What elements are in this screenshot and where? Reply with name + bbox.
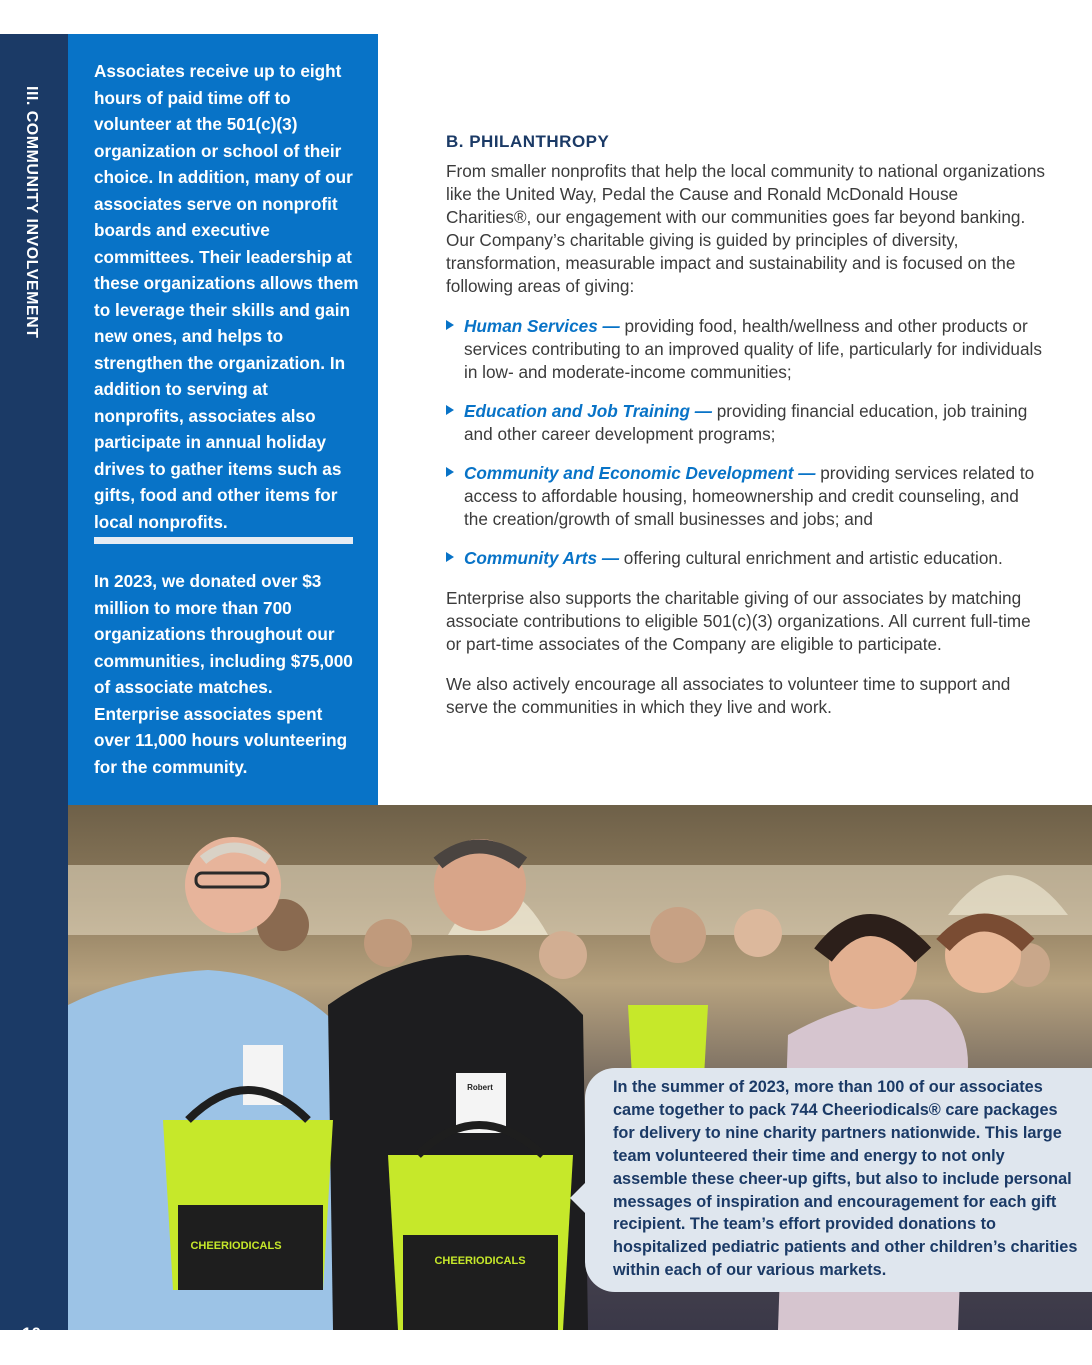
triangle-bullet-icon — [446, 405, 454, 415]
photo-caption: In the summer of 2023, more than 100 of our associates came together to pack 744 Cheeriodicals® care packages for delivery to nine charity partners nationwide. This large team volunteered their time and energy to not only assemble these cheer-up gifts, but also to include personal messages of inspiration and encouragement for each gift recipient. The team’s effort provided donations to hospitalized pediatric patients and other children’s charities within each of our various markets. — [613, 1078, 1078, 1280]
volunteer-encouragement-paragraph: We also actively encourage all associates to volunteer time to support and serve the communities in which they live and work. — [446, 674, 1011, 717]
triangle-bullet-icon — [446, 552, 454, 562]
triangle-bullet-icon — [446, 467, 454, 477]
panel-divider — [94, 537, 353, 544]
bag-label: CHEERIODICALS — [190, 1240, 282, 1252]
area-name: Education and Job Training — — [464, 401, 712, 421]
area-description: providing food, health/wellness and other products or services contributing to an improved quality of life, particularly for individuals in low- and moderate-income communities; — [464, 316, 1042, 382]
caption-pointer — [570, 1180, 588, 1216]
highlight-panel — [68, 34, 378, 805]
badge-name: Robert — [467, 1083, 493, 1092]
philanthropy-section — [446, 130, 1046, 736]
area-description: offering cultural enrichment and artistic education. — [619, 548, 1003, 568]
intro-paragraph: From smaller nonprofits that help the local community to national organizations like the United Way, Pedal the Cause and Ronald McDonald House Charities®, our engagement with our communities goes far beyond banking. Our Company’s charitable giving is guided by principles of diversity, transformation, measurable impact and sustainability and is focused on the following areas of giving: — [446, 161, 1045, 296]
sidebar-strip — [0, 34, 68, 1343]
triangle-bullet-icon — [446, 320, 454, 330]
list-item — [446, 547, 1046, 570]
list-item — [446, 462, 1046, 531]
donation-stats-text: In 2023, we donated over $3 million to more than 700 organizations throughout our communities, including $75,000 of associate matches. Enterprise associates spent over 11,000 hours volunteering for the community. — [94, 571, 353, 777]
list-item — [446, 315, 1046, 384]
list-item — [446, 400, 1046, 446]
area-name: Community and Economic Development — — [464, 463, 816, 483]
page-number: 10 — [22, 1324, 41, 1343]
area-name: Human Services — — [464, 316, 620, 336]
area-name: Community Arts — — [464, 548, 620, 568]
section-title: III. COMMUNITY INVOLVEMENT — [23, 86, 40, 339]
giving-areas-list — [446, 315, 1046, 570]
area-description: providing financial education, job training and other career development programs; — [464, 401, 1028, 444]
section-heading: B. PHILANTHROPY — [446, 132, 610, 151]
area-description: providing services related to access to affordable housing, homeownership and credit counseling, and the creation/growth of small businesses and jobs; and — [464, 463, 1035, 529]
bag-label: CHEERIODICALS — [434, 1255, 526, 1267]
volunteer-time-off-text: Associates receive up to eight hours of paid time off to volunteer at the 501(c)(3) organization or school of their choice. In addition, many of our associates serve on nonprofit boards and executive committees. Their leadership at these organizations allows them to leverage their skills and gain new ones, and helps to strengthen the organization. In addition to serving at nonprofits, associates also participate in annual holiday drives to gather items such as gifts, food and other items for local nonprofits. — [94, 61, 359, 532]
matching-gift-paragraph: Enterprise also supports the charitable giving of our associates by matching associate contributions to eligible 501(c)(3) organizations. All current full-time or part-time associates of the Company are eligible to participate. — [446, 588, 1031, 654]
